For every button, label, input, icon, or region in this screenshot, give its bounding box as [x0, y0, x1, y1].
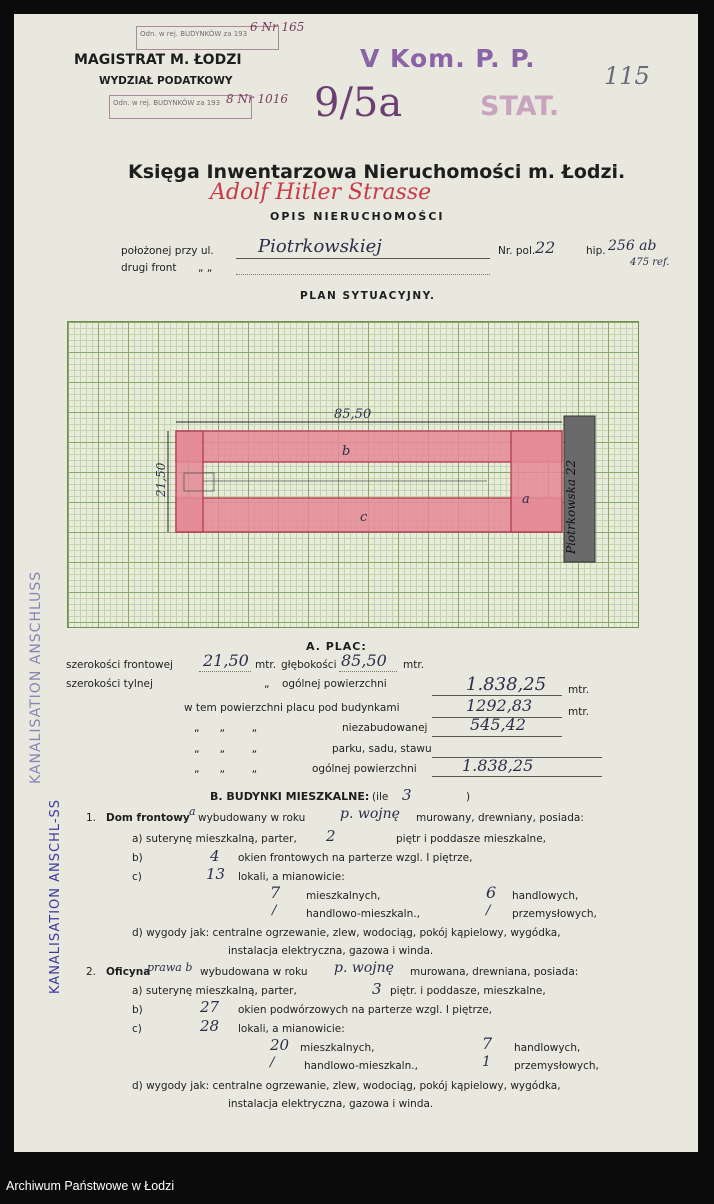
- built-area-value: 1292,83: [466, 696, 533, 715]
- document-title: Księga Inwentarzowa Nieruchomości m. Łodzi.: [128, 161, 626, 183]
- item-1-res-val: 7: [270, 883, 281, 902]
- plan-width-label: 21,50: [154, 462, 168, 497]
- street-label: położonej przy ul.: [121, 245, 214, 257]
- red-street-overwrite: Adolf Hitler Strasse: [210, 180, 432, 205]
- plan-length-label: 85,50: [334, 407, 372, 422]
- item-2-a-text: a) suterynę mieszkalną, parter,: [132, 985, 297, 997]
- item-1-c-letter: c): [132, 871, 142, 883]
- item-1-shop-label: handlowych,: [512, 890, 579, 902]
- item-2-a-tail: piętr. i poddasze, mieszkalne,: [390, 985, 546, 997]
- second-front-dittos: „ „: [198, 262, 213, 274]
- item-1-ind-label: przemysłowych,: [512, 908, 597, 920]
- archive-name: Archiwum Państwowe w Łodzi: [6, 1179, 175, 1193]
- commission-stamp: V Kom. P. P.: [360, 44, 536, 73]
- item-2-d-text: d) wygody jak: centralne ogrzewanie, zlew, wodociąg, pokój kąpielowy, wygódka,: [132, 1080, 561, 1092]
- ditto-1: „: [194, 722, 200, 734]
- ditto-2: „: [219, 722, 225, 734]
- depth-unit: mtr.: [403, 659, 425, 671]
- subtitle: OPIS NIERUCHOMOŚCI: [270, 210, 445, 223]
- item-2-num: 2.: [86, 966, 97, 978]
- depth-value: 85,50: [341, 651, 387, 670]
- building-b: [176, 431, 562, 462]
- big-number: 9/5a: [314, 80, 403, 126]
- unbuilt-underline: [432, 736, 562, 737]
- item-2-built-text: wybudowana w roku: [200, 966, 308, 978]
- rear-ditto: „: [264, 678, 270, 690]
- item-2-title: Oficyna: [106, 966, 151, 978]
- total2-label: ogólnej powierzchni: [312, 763, 417, 775]
- depth-underline: [339, 671, 397, 672]
- item-2-shop-val: 7: [482, 1034, 493, 1053]
- item-2-c-text: lokali, a mianowicie:: [238, 1023, 345, 1035]
- item-2-res-val: 20: [270, 1036, 290, 1054]
- stat-stamp: STAT.: [480, 91, 560, 122]
- unbuilt-value: 545,42: [470, 715, 526, 734]
- item-2-b-val: 27: [200, 998, 220, 1016]
- side-stamp-1: KANALISATION ANSCHLUSS: [28, 570, 44, 784]
- item-1-title: Dom frontowy: [106, 812, 190, 824]
- item-2-mixed-val: /: [270, 1055, 275, 1070]
- front-width-value: 21,50: [203, 651, 249, 670]
- total2-value: 1.838,25: [462, 756, 534, 775]
- ditto-3: „: [251, 722, 258, 734]
- item-1-b-letter: b): [132, 852, 143, 864]
- site-plan-drawing: [67, 321, 639, 628]
- rear-width-label: szerokości tylnej: [66, 678, 153, 690]
- hip-value: 256 ab: [608, 238, 657, 254]
- item-2-res-label: mieszkalnych,: [300, 1042, 375, 1054]
- item-2-b-text: okien podwórzowych na parterze wzgl. I piętrze,: [238, 1004, 493, 1016]
- item-2-shop-label: handlowych,: [514, 1042, 581, 1054]
- item-2-title-hand: prawa b: [147, 961, 193, 974]
- ditto-6: „: [251, 743, 258, 755]
- item-2-materials: murowana, drewniana, posiada:: [410, 966, 579, 978]
- plan-bldg-a: a: [522, 492, 530, 507]
- item-2-b-letter: b): [132, 1004, 143, 1016]
- item-1-mixed-label: handlowo-mieszkaln.,: [306, 908, 420, 920]
- item-1-built-year: p. wojnę: [340, 806, 400, 822]
- item-1-b-val: 4: [210, 847, 220, 865]
- total-area-value: 1.838,25: [466, 674, 547, 695]
- building-c: [176, 498, 562, 532]
- item-2-mixed-label: handlowo-mieszkaln.,: [304, 1060, 418, 1072]
- front-width-unit: mtr.: [255, 659, 277, 671]
- second-front-underline: [236, 274, 490, 275]
- ditto-7: „: [194, 763, 200, 775]
- nr-label: Nr. pol.: [498, 245, 536, 257]
- street-value: Piotrkowskiej: [258, 236, 382, 257]
- item-1-built-text: wybudowany w roku: [198, 812, 306, 824]
- hip-label: hip.: [586, 245, 606, 257]
- plan-title: PLAN SYTUACYJNY.: [300, 290, 436, 302]
- item-1-ind-val: /: [486, 903, 491, 918]
- section-b-count-close: ): [466, 791, 471, 803]
- item-1-materials: murowany, drewniany, posiada:: [416, 812, 584, 824]
- park-dittos: [194, 743, 257, 755]
- plan-bldg-b: b: [342, 444, 351, 459]
- document-page: [14, 14, 698, 1152]
- item-2-ind-label: przemysłowych,: [514, 1060, 599, 1072]
- rear-building: [176, 431, 203, 532]
- item-1-num: 1.: [86, 812, 97, 824]
- total2-dittos: [194, 763, 257, 775]
- unbuilt-dittos: [194, 722, 257, 734]
- item-2-d-text2: instalacja elektryczna, gazowa i winda.: [228, 1098, 434, 1110]
- item-1-a-val: 2: [326, 827, 336, 845]
- ditto-5: „: [219, 743, 225, 755]
- unbuilt-label: niezabudowanej: [342, 722, 428, 734]
- item-1-res-label: mieszkalnych,: [306, 890, 381, 902]
- plan-bldg-c: c: [360, 510, 368, 525]
- item-1-d-text: d) wygody jak: centralne ogrzewanie, zlew, wodociąg, pokój kąpielowy, wygódka,: [132, 927, 561, 939]
- section-b-count: 3: [402, 786, 412, 804]
- item-1-c-text: lokali, a mianowicie:: [238, 871, 345, 883]
- item-1-shop-val: 6: [486, 883, 497, 902]
- total-area-unit: mtr.: [568, 684, 590, 696]
- street-underline: [236, 258, 490, 259]
- building-a: [511, 431, 562, 532]
- total-area-label: ogólnej powierzchni: [282, 678, 387, 690]
- nr-value: 22: [535, 238, 556, 257]
- item-2-ind-val: 1: [482, 1054, 491, 1070]
- register-box-1-text: Odn. w rej. BUDYNKÓW za 193: [140, 30, 248, 38]
- item-1-mixed-val: /: [272, 903, 277, 918]
- hip-note: 475 ref.: [630, 257, 670, 268]
- front-width-underline: [199, 671, 251, 672]
- item-1-b-text: okien frontowych na parterze wzgl. I piętrze,: [238, 852, 473, 864]
- item-1-title-hand: a: [189, 805, 196, 818]
- archive-footer: [0, 1172, 714, 1204]
- section-b-count-label: (ile: [372, 791, 389, 803]
- item-2-a-val: 3: [372, 980, 382, 998]
- plan-street-label: Piotrkowska 22: [564, 459, 578, 554]
- item-1-a-tail: piętr i poddasze mieszkalne,: [396, 833, 546, 845]
- front-width-label: szerokości frontowej: [66, 659, 173, 671]
- item-2-built-year: p. wojnę: [334, 960, 394, 976]
- register-box-1-hand: 6 Nr 165: [250, 20, 305, 34]
- register-box-2-text: Odn. w rej. BUDYNKÓW za 193: [113, 99, 221, 107]
- ditto-9: „: [251, 763, 258, 775]
- ditto-8: „: [219, 763, 225, 775]
- item-2-c-letter: c): [132, 1023, 142, 1035]
- dept-name: WYDZIAŁ PODATKOWY: [99, 75, 233, 87]
- item-2-c-val: 28: [200, 1017, 220, 1035]
- depth-label: głębokości: [281, 659, 337, 671]
- side-stamp-2: KANALISATION ANSCHL-SS: [48, 798, 63, 994]
- section-b-heading: B. BUDYNKI MIESZKALNE:: [210, 790, 370, 803]
- org-name: MAGISTRAT M. ŁODZI: [74, 52, 242, 68]
- total2-underline: [432, 776, 602, 777]
- section-a-heading: A. PLAC:: [306, 640, 367, 653]
- park-label: parku, sadu, stawu: [332, 743, 432, 755]
- corner-number: 115: [604, 62, 650, 90]
- ditto-4: „: [194, 743, 200, 755]
- second-front-label: drugi front: [121, 262, 177, 274]
- item-1-a-text: a) suterynę mieszkalną, parter,: [132, 833, 297, 845]
- built-area-label: w tem powierzchni placu pod budynkami: [184, 702, 400, 714]
- item-1-c-val: 13: [206, 865, 226, 883]
- built-area-unit: mtr.: [568, 706, 590, 718]
- item-1-d-text2: instalacja elektryczna, gazowa i winda.: [228, 945, 434, 957]
- register-box-2-hand: 8 Nr 1016: [226, 92, 289, 106]
